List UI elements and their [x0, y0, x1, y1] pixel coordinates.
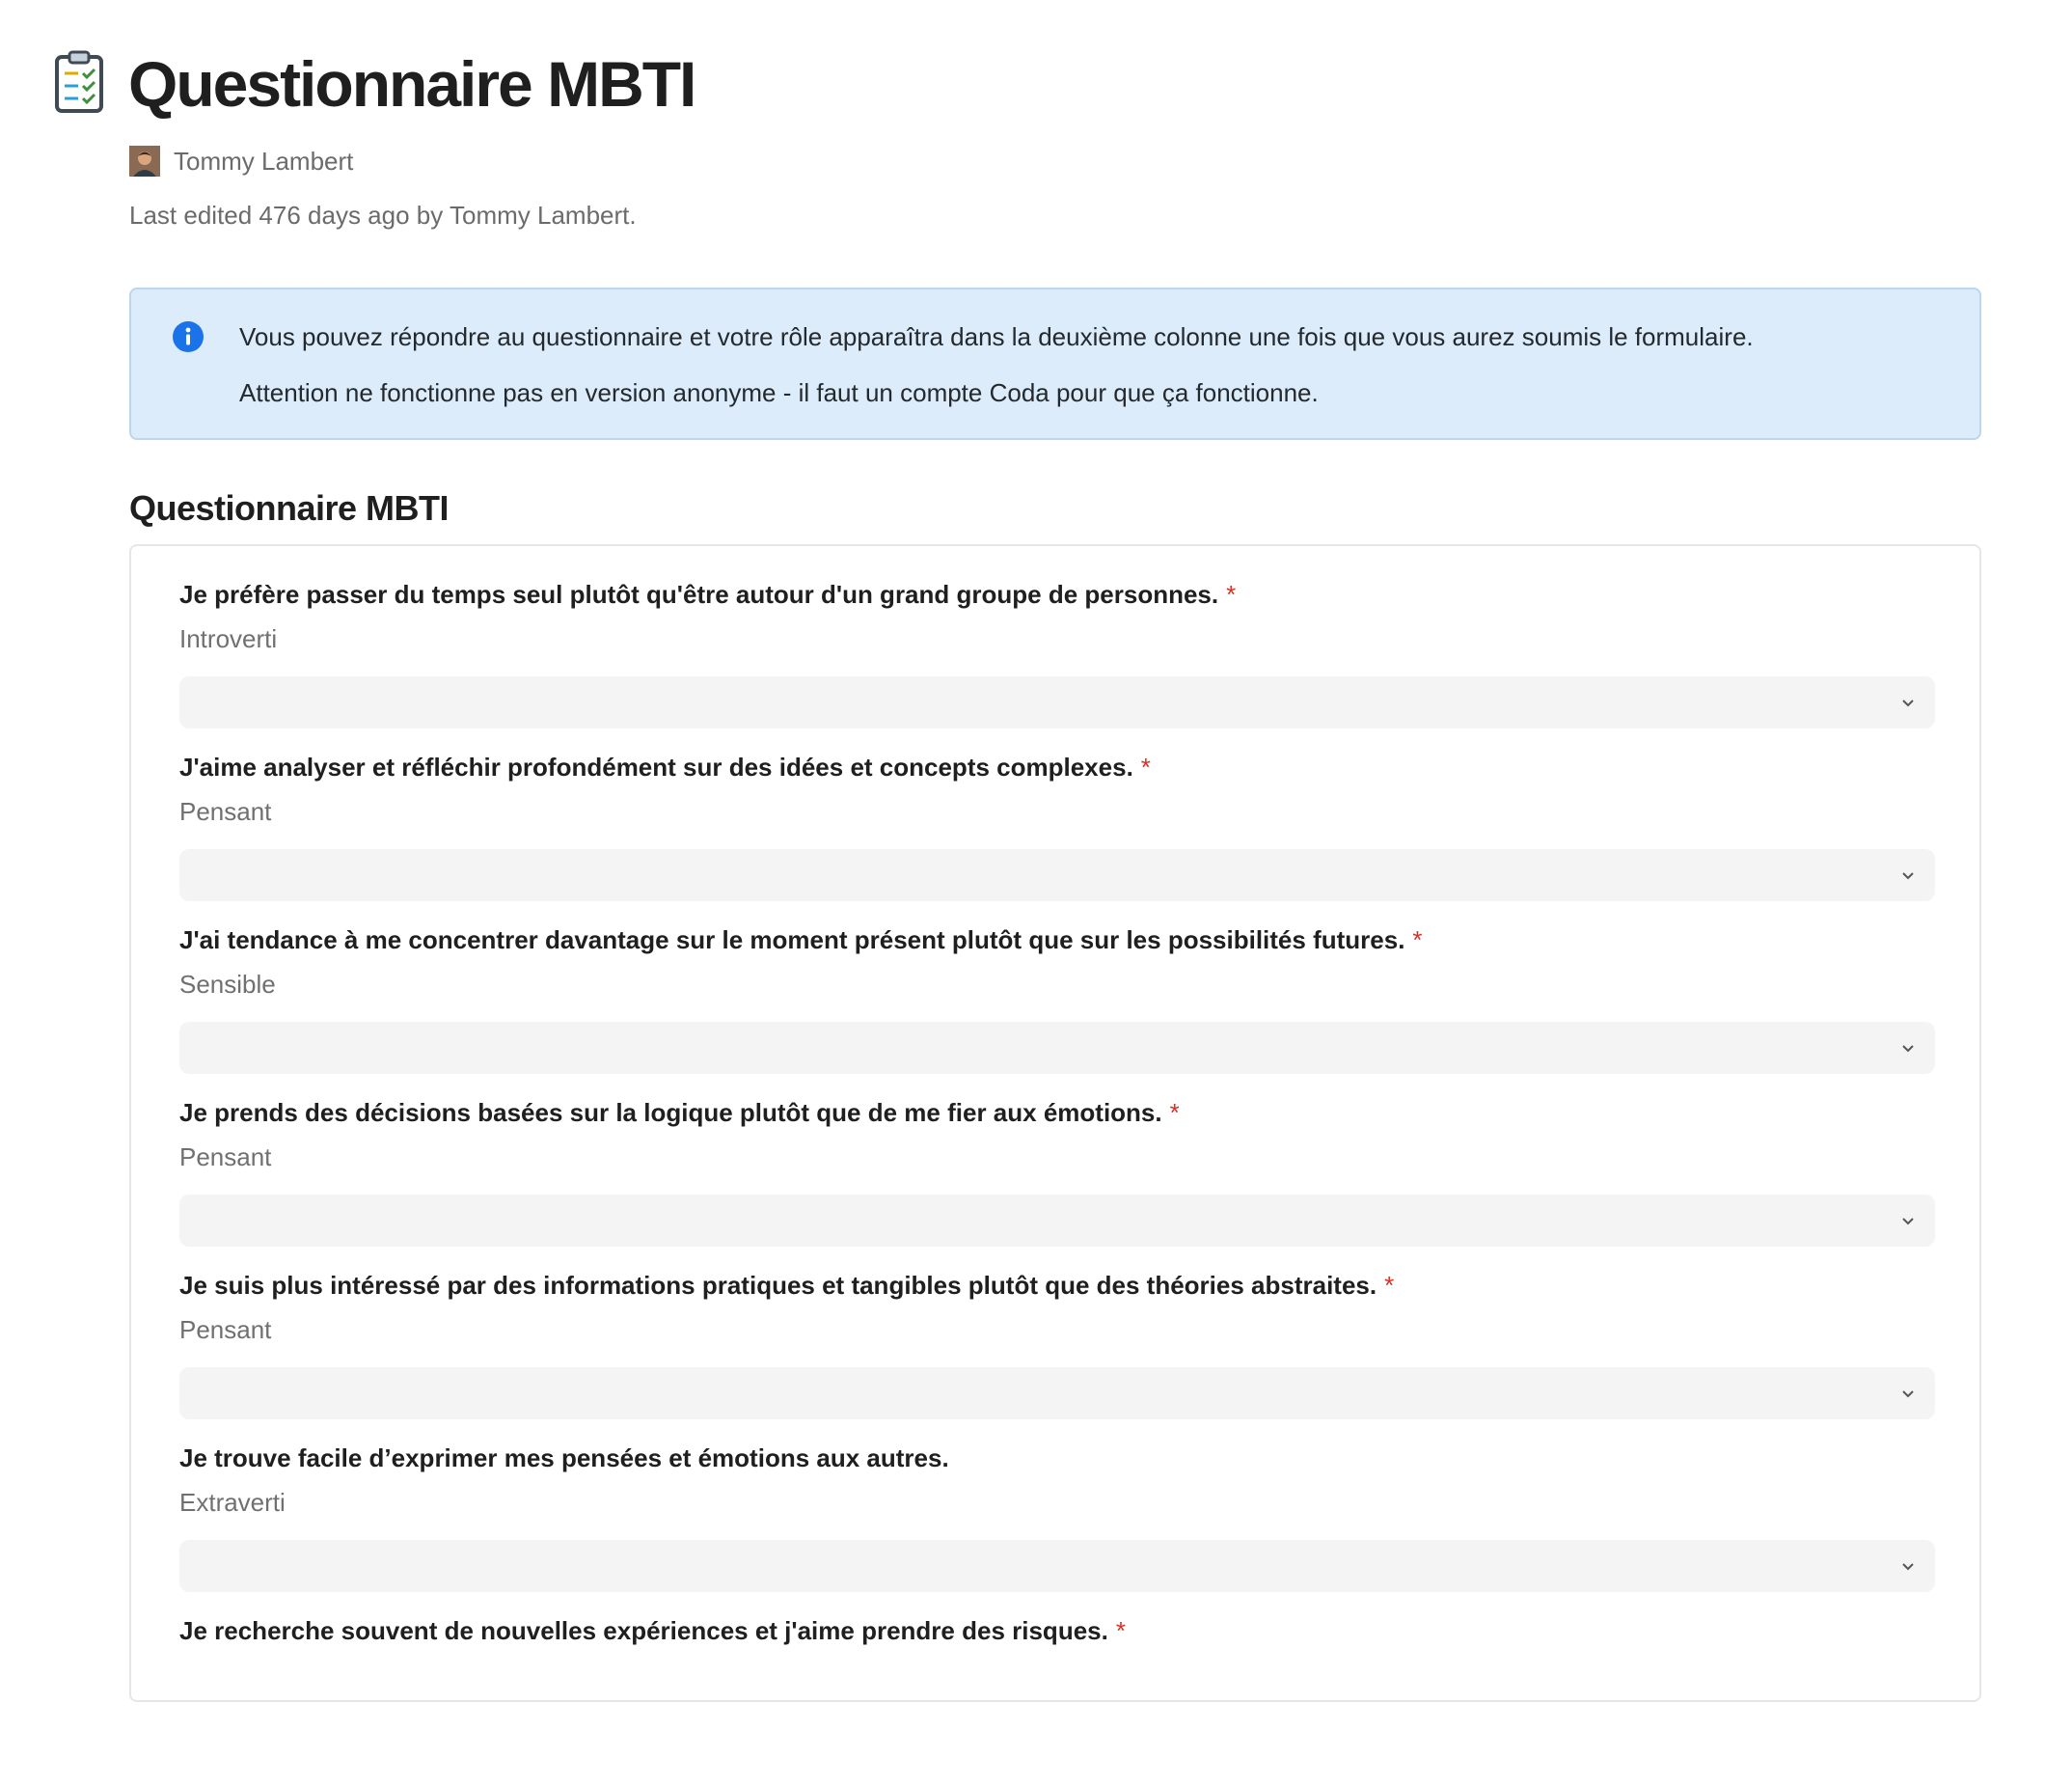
- answer-select[interactable]: [179, 1195, 1935, 1247]
- chevron-down-icon: [1900, 1040, 1916, 1056]
- answer-select[interactable]: [179, 849, 1935, 901]
- required-marker: *: [1169, 1098, 1180, 1127]
- form-heading: Questionnaire MBTI: [129, 488, 450, 528]
- required-marker: *: [1412, 925, 1423, 954]
- answer-select[interactable]: [179, 1022, 1935, 1074]
- last-edited-text: Last edited 476 days ago by Tommy Lambert.: [129, 201, 637, 230]
- author-row[interactable]: [129, 145, 353, 178]
- answer-select[interactable]: [179, 676, 1935, 728]
- question-text: Je prends des décisions basées sur la logique plutôt que de me fier aux émotions.: [179, 1098, 1162, 1127]
- question-label: [179, 580, 1236, 610]
- question-label: [179, 753, 1151, 783]
- question-label: [179, 1098, 1180, 1128]
- form-question-4: [179, 1098, 1935, 1268]
- question-hint: Pensant: [179, 797, 272, 826]
- answer-select[interactable]: [179, 1367, 1935, 1419]
- chevron-down-icon: [1900, 867, 1916, 883]
- question-text: J'ai tendance à me concentrer davantage sur le moment présent plutôt que sur les possibilités futures.: [179, 925, 1405, 954]
- form-question-2: [179, 753, 1935, 922]
- question-hint: Pensant: [179, 1142, 272, 1171]
- avatar-photo-icon: [129, 146, 160, 177]
- callout-text-line-2: Attention ne fonctionne pas en version anonyme - il faut un compte Coda pour que ça fonctionne.: [239, 378, 1319, 407]
- question-label: [179, 1616, 1126, 1646]
- question-text: Je suis plus intéressé par des informations pratiques et tangibles plutôt que des théories abstraites.: [179, 1271, 1377, 1300]
- question-text: J'aime analyser et réfléchir profondément sur des idées et concepts complexes.: [179, 753, 1133, 782]
- callout-text-line-1: Vous pouvez répondre au questionnaire et votre rôle apparaîtra dans la deuxième colonne une fois que vous aurez soumis le formulaire.: [239, 322, 1754, 351]
- form-question-3: [179, 925, 1935, 1095]
- form-question-5: [179, 1271, 1935, 1441]
- chevron-down-icon: [1900, 1386, 1916, 1401]
- required-marker: *: [1226, 580, 1237, 609]
- author-name[interactable]: Tommy Lambert: [174, 146, 354, 176]
- page-title: Questionnaire MBTI: [128, 48, 695, 120]
- form-question-7: [179, 1616, 1935, 1786]
- required-marker: *: [1115, 1616, 1126, 1645]
- clipboard-checklist-icon: [54, 50, 104, 114]
- form-question-6: [179, 1443, 1935, 1613]
- question-text: Je recherche souvent de nouvelles expériences et j'aime prendre des risques.: [179, 1616, 1108, 1645]
- info-callout: [129, 288, 1981, 440]
- question-text: Je préfère passer du temps seul plutôt qu'être autour d'un grand groupe de personnes.: [179, 580, 1219, 609]
- question-hint: Introverti: [179, 624, 278, 653]
- info-icon: [172, 320, 204, 353]
- chevron-down-icon: [1900, 1558, 1916, 1574]
- question-label: [179, 1443, 949, 1473]
- chevron-down-icon: [1900, 1213, 1916, 1228]
- question-hint: Pensant: [179, 1315, 272, 1344]
- question-hint: Sensible: [179, 970, 276, 999]
- question-hint: Extraverti: [179, 1488, 286, 1517]
- question-label: [179, 925, 1423, 955]
- required-marker: *: [1384, 1271, 1395, 1300]
- avatar[interactable]: [129, 146, 160, 177]
- form-card: [129, 544, 1981, 1702]
- question-text: Je trouve facile d’exprimer mes pensées et émotions aux autres.: [179, 1443, 949, 1472]
- question-label: [179, 1271, 1394, 1301]
- chevron-down-icon: [1900, 695, 1916, 710]
- form-question-1: [179, 580, 1935, 750]
- answer-select[interactable]: [179, 1540, 1935, 1592]
- required-marker: *: [1140, 753, 1151, 782]
